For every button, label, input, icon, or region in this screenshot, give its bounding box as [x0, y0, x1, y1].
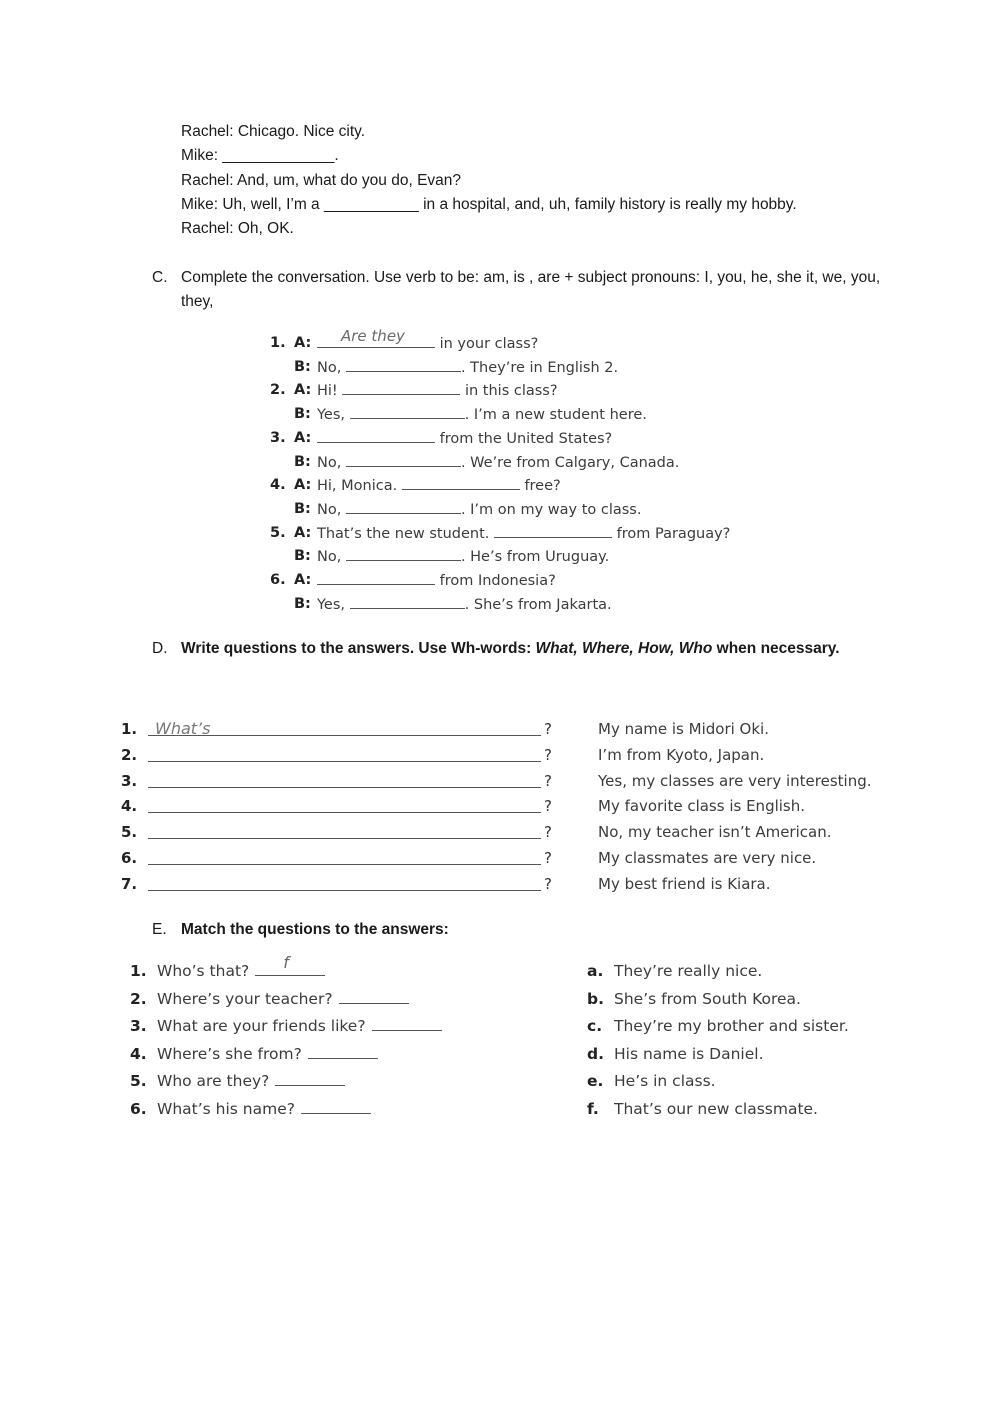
section-instruction-end: when necessary. — [712, 640, 840, 657]
item-number: 4. — [270, 477, 286, 494]
speaker-label: B: — [294, 548, 311, 565]
given-answer: No, my teacher isn’t American. — [598, 823, 832, 842]
line-text: No, — [317, 501, 342, 518]
section-instruction: Write questions to the answers. Use Wh-words: — [181, 640, 536, 657]
match-blank[interactable] — [275, 1069, 345, 1086]
line-text: Yes, — [317, 596, 346, 613]
match-question: What’s his name? — [157, 1099, 295, 1118]
section-c-heading — [152, 266, 892, 316]
line-text: . He’s from Uruguay. — [460, 549, 610, 566]
section-e-heading — [152, 918, 752, 942]
line-text: . She’s from Jakarta. — [464, 596, 612, 613]
match-blank[interactable] — [255, 953, 325, 976]
question-mark: ? — [544, 720, 552, 738]
question-write-line[interactable] — [148, 812, 541, 813]
answer-blank[interactable] — [317, 427, 435, 443]
section-c-exercise — [270, 327, 890, 622]
answer-blank[interactable] — [346, 451, 461, 467]
answer-blank[interactable] — [494, 522, 612, 538]
match-answer: That’s our new classmate. — [614, 1099, 818, 1118]
answer-letter: b. — [587, 989, 604, 1008]
question-mark: ? — [544, 849, 552, 867]
match-answer: He’s in class. — [614, 1072, 716, 1090]
dialogue-line: Mike: _____________. — [181, 147, 339, 164]
speaker-label: B: — [294, 595, 311, 612]
section-letter: D. — [152, 640, 168, 657]
given-answer: I’m from Kyoto, Japan. — [598, 745, 765, 764]
given-answer: Yes, my classes are very interesting. — [598, 771, 872, 790]
question-mark: ? — [544, 823, 552, 842]
answer-blank[interactable] — [346, 498, 461, 514]
item-number: 3. — [270, 429, 286, 446]
match-row — [130, 1095, 890, 1123]
conversation-line-b — [270, 498, 890, 521]
given-answer: My best friend is Kiara. — [598, 874, 771, 893]
item-number: 1. — [121, 720, 138, 738]
item-number: 5. — [270, 524, 286, 541]
speaker-label: A: — [294, 572, 312, 588]
match-blank[interactable] — [372, 1014, 442, 1031]
question-mark: ? — [544, 771, 552, 790]
given-answer: My classmates are very nice. — [598, 849, 817, 867]
match-row — [130, 1012, 890, 1040]
line-text: No, — [317, 359, 342, 376]
item-number: 1. — [130, 962, 147, 980]
answer-blank[interactable] — [346, 356, 461, 372]
question-answer-row — [121, 742, 901, 768]
line-text: . They’re in English 2. — [460, 359, 619, 376]
match-answer: They’re really nice. — [614, 962, 763, 980]
dialogue-line: Rachel: Oh, OK. — [181, 220, 294, 237]
speaker-label: A: — [294, 524, 312, 541]
section-e-exercise — [130, 953, 890, 1132]
item-number: 3. — [130, 1017, 147, 1035]
section-letter: E. — [152, 921, 167, 938]
line-text: No, — [317, 549, 342, 566]
match-question: Who’s that? — [157, 962, 250, 980]
given-answer: My name is Midori Oki. — [598, 720, 769, 738]
answer-blank[interactable] — [350, 403, 465, 419]
answer-blank[interactable] — [342, 379, 460, 395]
section-letter: C. — [152, 269, 168, 286]
line-text: from Indonesia? — [439, 573, 556, 589]
item-number: 6. — [270, 572, 286, 588]
dialogue-line: Rachel: Chicago. Nice city. — [181, 123, 366, 140]
match-answer: She’s from South Korea. — [614, 989, 801, 1008]
question-write-line[interactable] — [148, 864, 541, 865]
match-row — [130, 1040, 890, 1068]
question-mark: ? — [544, 797, 552, 816]
dialogue-line: Rachel: And, um, what do you do, Evan? — [181, 172, 462, 189]
speaker-label: B: — [294, 453, 311, 470]
item-number: 1. — [270, 335, 286, 351]
question-answer-row — [121, 819, 901, 845]
answer-blank[interactable] — [317, 569, 435, 585]
answer-letter: e. — [587, 1072, 604, 1090]
question-mark: ? — [544, 745, 552, 764]
conversation-line-b — [270, 403, 890, 426]
line-text: in this class? — [464, 383, 558, 400]
question-answer-row — [121, 793, 901, 819]
conversation-line-a — [270, 427, 890, 450]
item-number: 5. — [121, 823, 138, 842]
question-write-line[interactable] — [148, 890, 541, 891]
match-row — [130, 1067, 890, 1095]
line-text: . I’m on my way to class. — [460, 501, 642, 518]
line-text: free? — [524, 478, 561, 495]
item-number: 2. — [130, 989, 147, 1008]
line-text: from Paraguay? — [616, 525, 731, 542]
match-question: Who are they? — [157, 1072, 270, 1090]
question-write-line[interactable] — [148, 787, 541, 788]
match-question: Where’s she from? — [157, 1044, 302, 1063]
speaker-label: A: — [294, 335, 312, 351]
conversation-line-a — [270, 327, 890, 355]
line-text: That’s the new student. — [317, 525, 490, 542]
conversation-line-a — [270, 474, 890, 497]
answer-letter: d. — [587, 1044, 604, 1063]
answer-blank[interactable] — [350, 593, 465, 609]
speaker-label: B: — [294, 358, 311, 375]
answer-letter: a. — [587, 962, 604, 980]
line-text: Yes, — [317, 407, 346, 424]
question-write-line[interactable] — [148, 761, 541, 762]
speaker-label: A: — [294, 429, 312, 446]
line-text: Hi! — [317, 383, 338, 400]
question-mark: ? — [544, 874, 552, 893]
handwritten-answer: What’s — [155, 719, 211, 738]
speaker-label: B: — [294, 406, 311, 423]
conversation-line-b — [270, 451, 890, 474]
speaker-label: A: — [294, 477, 312, 494]
section-instruction: Match the questions to the answers: — [181, 921, 449, 938]
conversation-line-b — [270, 545, 890, 568]
match-answer: His name is Daniel. — [614, 1044, 764, 1063]
speaker-label: B: — [294, 500, 311, 517]
match-row — [130, 953, 890, 985]
line-text: from the United States? — [439, 430, 613, 447]
wh-words: What, Where, How, Who — [535, 640, 713, 657]
answer-letter: c. — [587, 1017, 603, 1035]
match-blank[interactable] — [308, 1042, 378, 1059]
handwritten-answer: f — [283, 953, 289, 972]
conversation-line-a — [270, 522, 890, 545]
answer-letter: f. — [587, 1099, 599, 1118]
line-text: . I’m a new student here. — [464, 407, 647, 424]
given-answer: My favorite class is English. — [598, 797, 806, 816]
conversation-line-a — [270, 569, 890, 592]
match-blank[interactable] — [301, 1097, 371, 1114]
item-number: 6. — [130, 1099, 147, 1118]
item-number: 2. — [270, 382, 286, 399]
line-text: Hi, Monica. — [317, 478, 398, 495]
match-question: What are your friends like? — [157, 1017, 366, 1035]
match-row — [130, 985, 890, 1013]
answer-blank[interactable] — [317, 327, 435, 348]
question-answer-row — [121, 768, 901, 794]
question-answer-row — [121, 871, 901, 897]
item-number: 4. — [130, 1044, 147, 1063]
conversation-line-a — [270, 379, 890, 402]
match-blank[interactable] — [339, 987, 409, 1004]
dialogue-line: Mike: Uh, well, I’m a ___________ in a hospital, and, uh, family history is really my hobby. — [181, 196, 797, 213]
item-number: 7. — [121, 874, 138, 893]
item-number: 5. — [130, 1072, 147, 1090]
line-text: in your class? — [439, 336, 539, 352]
item-number: 6. — [121, 849, 138, 867]
match-question: Where’s your teacher? — [157, 989, 333, 1008]
match-answer: They’re my brother and sister. — [614, 1017, 849, 1035]
line-text: . We’re from Calgary, Canada. — [460, 454, 680, 471]
conversation-line-b — [270, 356, 890, 379]
handwritten-answer: Are they — [341, 327, 405, 345]
item-number: 4. — [121, 797, 138, 816]
answer-blank[interactable] — [346, 545, 461, 561]
section-instruction: Complete the conversation. Use verb to be: am, is , are + subject pronouns: I, you, he, she it, we, you, they, — [181, 269, 881, 310]
question-write-line[interactable] — [148, 838, 541, 839]
question-answer-row — [121, 845, 901, 871]
item-number: 2. — [121, 745, 138, 764]
section-d-heading — [152, 637, 912, 661]
conversation-line-b — [270, 593, 890, 616]
section-d-exercise — [121, 716, 901, 906]
question-answer-row — [121, 716, 901, 742]
item-number: 3. — [121, 771, 138, 790]
speaker-label: A: — [294, 382, 312, 399]
line-text: No, — [317, 454, 342, 471]
answer-blank[interactable] — [402, 474, 520, 490]
